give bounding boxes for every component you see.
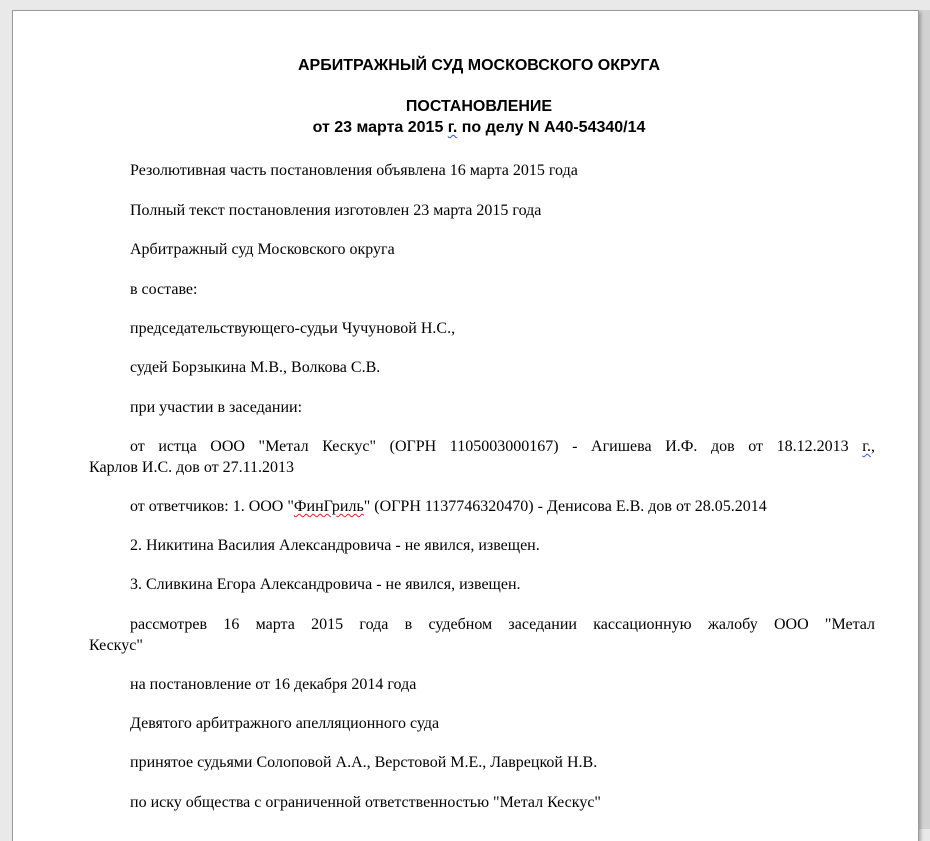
court-title: АРБИТРАЖНЫЙ СУД МОСКОВСКОГО ОКРУГА — [297, 57, 660, 74]
paragraph-presiding-judge: председательствующего-судьи Чучуновой Н.С., — [130, 320, 456, 337]
document-page — [12, 10, 919, 841]
paragraph-judges: судей Борзыкина М.В., Волкова С.В. — [130, 359, 381, 376]
paragraph-judges-of-appeal: принятое судьями Солоповой А.А., Верстовой М.Е., Лаврецкой Н.В. — [130, 754, 598, 771]
defendant-company-name: ФинГриль — [293, 498, 364, 515]
cassation-line-2: Кескус" — [89, 637, 143, 654]
paragraph-appeal-court: Девятого арбитражного апелляционного суда — [130, 715, 440, 732]
date-case-prefix: от 23 марта 2015 — [312, 119, 448, 136]
plaintiff-line-1-comma: , — [871, 438, 875, 455]
paragraph-appealed-ruling: на постановление от 16 декабря 2014 года — [130, 676, 417, 693]
document-type-title: ПОСТАНОВЛЕНИЕ — [405, 98, 553, 115]
cassation-line-1: рассмотрев 16 марта 2015 года в судебном заседании кассационную жалобу ООО "Метал — [130, 616, 875, 633]
plaintiff-line-1-g: г. — [862, 438, 871, 455]
paragraph-court-name: Арбитражный суд Московского округа — [130, 241, 395, 258]
paragraph-defendants — [89, 496, 874, 517]
paragraph-plaintiff-reps — [89, 436, 875, 478]
defendants-text-b: " (ОГРН 1137746320470) - Денисова Е.В. дов от 28.05.2014 — [363, 498, 767, 515]
date-case-g: г. — [447, 119, 458, 136]
date-case-suffix: по делу N А40-54340/14 — [457, 119, 646, 136]
defendants-text-a: от ответчиков: 1. ООО " — [130, 498, 294, 515]
date-and-case-number — [89, 118, 869, 138]
plaintiff-line-2: Карлов И.С. дов от 27.11.2013 — [89, 459, 294, 476]
paragraph-composition: в составе: — [130, 281, 198, 298]
paragraph-defendant-2: 2. Никитина Василия Александровича - не явился, извещен. — [130, 537, 540, 554]
page-right-edge — [919, 10, 930, 829]
paragraph-participants-intro: при участии в заседании: — [130, 399, 303, 416]
paragraph-full-text-prepared: Полный текст постановления изготовлен 23 марта 2015 года — [130, 202, 542, 219]
plaintiff-line-1 — [89, 436, 875, 457]
paragraph-claim: по иску общества с ограниченной ответственностью "Метал Кескус" — [130, 794, 601, 811]
paragraph-cassation-appeal — [89, 614, 875, 656]
paragraph-resolution-announced: Резолютивная часть постановления объявлена 16 марта 2015 года — [130, 162, 578, 179]
paragraph-defendant-3: 3. Сливкина Егора Александровича - не явился, извещен. — [130, 576, 521, 593]
plaintiff-line-1-text: от истца ООО "Метал Кескус" (ОГРН 1105003000167) - Агишева И.Ф. дов от 18.12.2013 — [130, 438, 863, 455]
